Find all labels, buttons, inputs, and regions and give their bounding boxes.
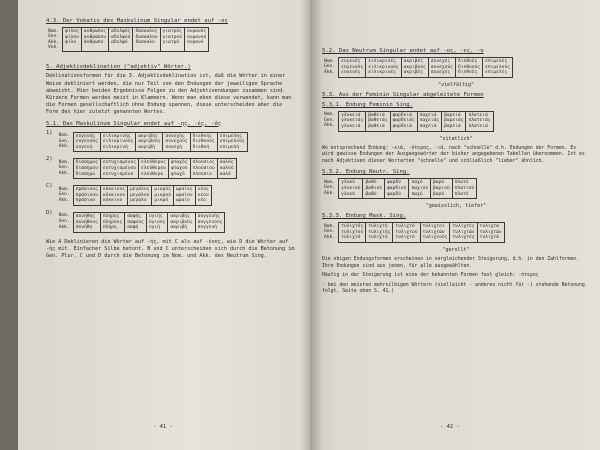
case-labels: Nom. Gen. Akk. [58, 213, 70, 230]
table-cell: διάσημος διάσημου διάσημο [73, 159, 100, 179]
table-cell: ακριβές ακριβούς ακριβές [401, 58, 428, 78]
table-caption: "zitatlich" [439, 135, 473, 142]
table-cell: δάσκαλος δασκάλου δάσκαλο [133, 28, 160, 52]
page-number: - 42 - [440, 424, 460, 430]
note-paragraph: Häufig in der Steigerung ist eine der bekannten Formen fast gleich: -ότερος [322, 273, 539, 279]
table-cell: ακριβής ακριβούς ακριβή [168, 212, 195, 232]
declension-table [322, 111, 494, 132]
table-cell: πλατύ πλατιού πλατύ [452, 179, 476, 199]
subsection-heading: 5.3.2. Endung Neutr. Sing. [322, 169, 410, 176]
declension-group [46, 156, 296, 183]
table-cell: μικρός μικρού μικρό [152, 186, 174, 206]
note-paragraph: - bei den meisten mehrsilbigen Wörtern (vielleicht - anderes nicht für -) stehende Betonung folgt, Seite oben S. 41.) [322, 282, 585, 295]
declension-table [57, 212, 226, 233]
table-cell: διεθνές διεθνούς διεθνές [455, 58, 482, 78]
declension-group [46, 130, 296, 157]
case-labels: Nom. Gen. Akk. [324, 179, 336, 197]
section-heading: 5.3. Aus der Feminin Singular abgeleitete Formen [322, 91, 484, 98]
section-heading: 5.1. Das Maskulinum Singular endet auf -ης, -ές, -ός [46, 120, 222, 127]
group-number: 2) [46, 156, 53, 163]
declension-group [46, 183, 296, 210]
section-heading: 4.3. Der Vokativ des Maskulinum Singular endet auf -ος [46, 18, 228, 24]
table-cell: ανθρωπος ανθρώπου άνθρωπο [81, 28, 108, 52]
case-labels: Nom. Gen. Akk. [324, 58, 336, 75]
table-cell: ουρανός ουρανού ουρανό [184, 28, 208, 52]
table-cell: κόκκινος κόκκινου κόκκινο [100, 186, 127, 206]
table-cell: φαρδύ φαρδιού φαρδύ [385, 179, 409, 199]
table-cell: γλυκειά γλυκειάς γλυκειά [339, 111, 366, 131]
table-cell: αδελφός αδελφού αδελφό [109, 28, 133, 52]
table-cell: υγιής υγιούς υγιή [146, 212, 168, 232]
table-cell: σαφής σαφούς σαφή [125, 212, 147, 232]
table-cell: φτωχός φτωχού φτωχό [168, 159, 190, 179]
declension-table [46, 27, 209, 52]
table-cell: ειλικρινής ειλικρινούς ειλικρινή [100, 132, 135, 152]
section-heading: 5.2. Das Neutrum Singular endet auf -ος, -ες, -υ [322, 48, 484, 54]
paragraph: Wie A Deklinieren die Wörter auf -ής, mit C als auf -ένος, wie D die Wörter auf -ής mit. Einfacher Silbe betont. B und C unterscheiden sich durch die Betonung im Gen. Plur. C und D durch die Betonung im Nom. und Akk. des Neutrum Sing. [46, 238, 295, 260]
table-cell: βαθύ βαθιού βαθύ [363, 179, 385, 199]
case-labels: Nom. Gen. Akk. [324, 112, 336, 129]
table-cell: παχύ παχιού παχύ [409, 179, 431, 199]
table-cell: πλήρης πλήρους πλήρη [100, 212, 124, 232]
table-cell: συνήθης συνήθους συνήθη [73, 212, 100, 232]
table-cell: καλός καλού καλό [217, 159, 236, 179]
table-caption: "gewisslich, tiefer" [425, 203, 487, 210]
table-cell: ευγενής ευγενούς ευγενή [73, 132, 100, 152]
declension-table [322, 222, 505, 243]
case-labels: Nom. Gen. Akk. [58, 159, 70, 177]
left-page [18, 0, 310, 450]
table-cell: συγγενής συγγενούς συγγενή [195, 212, 225, 232]
declension-table [57, 185, 212, 206]
table-cell: τυλιχτά τυλιχτών τυλιχτά [477, 223, 504, 243]
subsection-heading: 5.3.1. Endung Feminin Sing. [322, 101, 413, 108]
table-cell: βαρειά βαρειάς βαρειά [442, 111, 466, 131]
declension-table [322, 178, 477, 199]
table-cell: γλυκύ γλυκιού γλυκύ [339, 179, 363, 199]
table-cell: μεγάλος μεγάλου μεγάλο [127, 186, 151, 206]
group-number: D) [46, 209, 53, 216]
table-cell: ειλικρινές ειλικρινούς ειλικρινές [366, 58, 401, 78]
paragraph: Deklinationsformen für die 3. Adjektivdeklination ist, daß die Wörter in einer Weise dekliniert werden, die nur Teil von den Endungen der jeweiligen Sprache abweicht. Hier beiden Ergebnisse Folgen zu den Adjektivendungen zusammen sind. Kürzere Formen werden meist in Klammern. Wenn man eben diese verwendet, kann man die Formen gesellschaftlich ohne Endung spannen, diese unterscheiden aber die Form des hier zuletzt genannten Wortes. [46, 73, 292, 116]
table-cell: ελεύθερος ελεύθερου ελεύθερο [139, 159, 169, 179]
table-cell: πλούσιος πλούσιου πλούσιο [190, 159, 217, 179]
table-cell: παχειά παχειάς παχειά [417, 111, 441, 131]
case-labels: Nom. Gen. Akk. Vok. [48, 28, 60, 51]
table-cell: ευγενές ευγενούς ευγενές [339, 58, 366, 78]
right-page [310, 0, 600, 450]
table-caption: "vielfältig" [437, 81, 475, 88]
table-cell: πράσινος πράσινου πράσινο [73, 186, 100, 206]
subsection-heading: 5.3.3. Endung Mask. Sing. [322, 213, 407, 220]
table-cell: πλατειά πλατειάς πλατειά [466, 111, 493, 131]
group-number: C) [46, 183, 53, 190]
table-cell: τυλιχτοί τυλιχτών τυλιχτούς [420, 223, 450, 243]
table-cell: βαρύ βαριού βαρύ [431, 179, 453, 199]
table-cell: ευτυχισμένος ευτυχισμένου ευτυχισμένο [100, 159, 138, 179]
declension-table [322, 57, 513, 78]
table-cell: τυλιχτές τυλιχτών τυλιχτές [450, 223, 477, 243]
case-labels: Nom. Gen. Akk. [324, 223, 336, 240]
case-labels: Nom. Gen. Akk. [58, 186, 70, 203]
table-cell: τυλιχτή τυλιχτής τυλιχτή [366, 223, 393, 243]
table-cell: ωραίος ωραίου ωραίο [173, 186, 195, 206]
table-cell: ακριβής ακριβούς ακριβή [136, 132, 163, 152]
table-cell: νέος νέου νέο [195, 186, 211, 206]
section-heading: 5. Adjektivdeklination ("adjektiv" Wörter.) [46, 64, 191, 71]
table-cell: γιατρός γιατρού γιατρό [160, 28, 184, 52]
group-number: 1) [46, 129, 53, 136]
table-caption: "gerollt" [442, 246, 470, 253]
table-cell: τυλιχτό τυλιχτού τυλιχτό [393, 223, 420, 243]
declension-group [46, 210, 296, 237]
table-cell: βαθειά βαθειάς βαθειά [366, 111, 390, 131]
note-paragraph: Wo entsprechend Endung: -ειά, -ύτερος, -ιά, nach "schnelle" d.h. Endungen der Formen. Es wird gewisse Endungen der Ausgangswörter der bisher angegebenen Tabellen übernommen. Ist es nach Adjektiven dieser Wortarten "schnelle" und schließlich "lieber" ähnlich. [322, 145, 585, 164]
declension-table [57, 132, 248, 153]
declension-table [57, 158, 237, 179]
table-cell: επιμελής επιμελούς επιμελή [217, 132, 247, 152]
table-cell: τυλιχτός τυλιχτού τυλιχτό [339, 223, 366, 243]
case-labels: Nom. Gen. Akk. [58, 133, 70, 150]
note-paragraph: Die obigen Endungsformen erscheinen in vergleichender Steigerung, d.h. in den Zahlformen. Ihre Endungen sind aus jenen, für alle ausgewählten. [322, 256, 580, 269]
table-cell: συνεχής συνεχούς συνεχή [163, 132, 190, 152]
table-cell: φαρδειά φαρδειάς φαρδειά [390, 111, 417, 131]
table-cell: επιμελές επιμελούς επιμελές [483, 58, 513, 78]
table-cell: συνεχές συνεχούς συνεχές [428, 58, 455, 78]
table-cell: φίλος φίλου φίλο [63, 28, 82, 52]
page-number: - 41 - [153, 424, 173, 430]
table-cell: διεθνής διεθνούς διεθνή [190, 132, 217, 152]
